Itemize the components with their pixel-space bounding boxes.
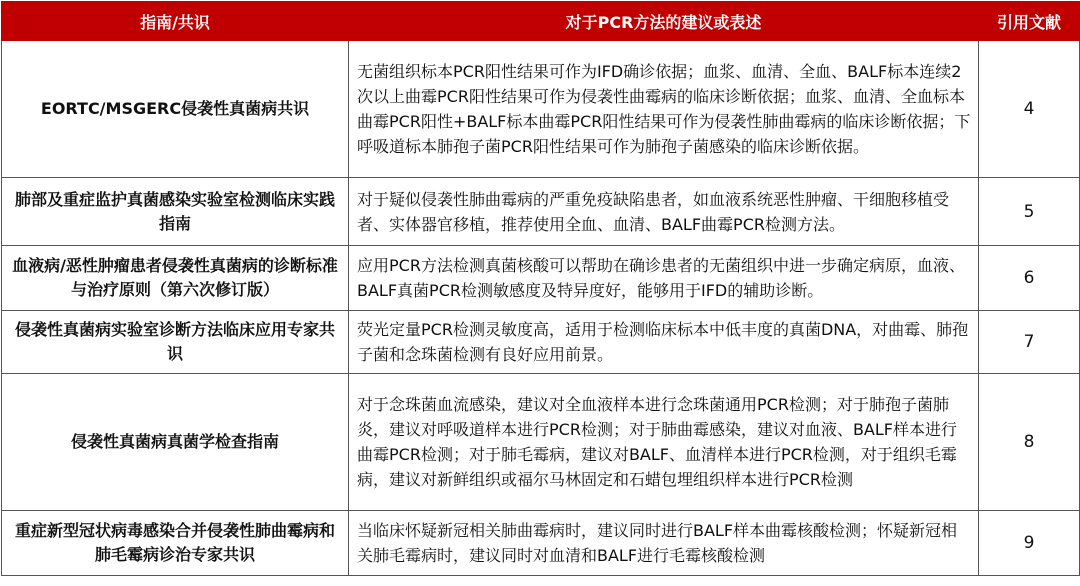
pcr-recommendation: 对于疑似侵袭性肺曲霉病的严重免疫缺陷患者，如血液系统恶性肿瘤、干细胞移植受者、实体器官移植，推荐使用全血、血清、BALF曲霉PCR检测方法。 (349, 178, 979, 246)
pcr-guidelines-table (1, 1, 1080, 576)
guideline-name: 侵袭性真菌病实验室诊断方法临床应用专家共识 (2, 311, 349, 374)
table-row (2, 41, 1080, 178)
table-row (2, 178, 1080, 246)
pcr-recommendation: 当临床怀疑新冠相关肺曲霉病时，建议同时进行BALF样本曲霉核酸检测；怀疑新冠相关肺毛霉病时，建议同时对血清和BALF进行毛霉核酸检测 (349, 511, 979, 576)
header-pcr-recommendation: 对于PCR方法的建议或表述 (349, 2, 979, 41)
header-guideline: 指南/共识 (2, 2, 349, 41)
header-reference: 引用文献 (979, 2, 1080, 41)
table-row (2, 374, 1080, 511)
pcr-recommendation: 无菌组织标本PCR阳性结果可作为IFD确诊依据；血浆、血清、全血、BALF标本连续2次以上曲霉PCR阳性结果可作为侵袭性曲霉病的临床诊断依据；血浆、血清、全血标本曲霉PCR阳性+BALF标本曲霉PCR阳性结果可作为侵袭性肺曲霉病的临床诊断依据；下呼吸道标本肺孢子菌PCR阳性结果可作为肺孢子菌感染的临床诊断依据。 (349, 41, 979, 178)
table-row (2, 246, 1080, 311)
table-row (2, 311, 1080, 374)
guideline-name: 血液病/恶性肿瘤患者侵袭性真菌病的诊断标准与治疗原则（第六次修订版） (2, 246, 349, 311)
guideline-name: 重症新型冠状病毒感染合并侵袭性肺曲霉病和肺毛霉病诊治专家共识 (2, 511, 349, 576)
table-row (2, 511, 1080, 576)
reference-number: 5 (979, 178, 1080, 246)
pcr-recommendation: 应用PCR方法检测真菌核酸可以帮助在确诊患者的无菌组织中进一步确定病原，血液、BALF真菌PCR检测敏感度及特异度好，能够用于IFD的辅助诊断。 (349, 246, 979, 311)
pcr-recommendation: 荧光定量PCR检测灵敏度高，适用于检测临床标本中低丰度的真菌DNA，对曲霉、肺孢子菌和念珠菌检测有良好应用前景。 (349, 311, 979, 374)
reference-number: 9 (979, 511, 1080, 576)
guideline-name: EORTC/MSGERC侵袭性真菌病共识 (2, 41, 349, 178)
reference-number: 8 (979, 374, 1080, 511)
reference-number: 4 (979, 41, 1080, 178)
reference-number: 7 (979, 311, 1080, 374)
guideline-name: 侵袭性真菌病真菌学检查指南 (2, 374, 349, 511)
reference-number: 6 (979, 246, 1080, 311)
pcr-guidelines-table-container (0, 1, 1080, 586)
guideline-name: 肺部及重症监护真菌感染实验室检测临床实践指南 (2, 178, 349, 246)
pcr-recommendation: 对于念珠菌血流感染，建议对全血液样本进行念珠菌通用PCR检测；对于肺孢子菌肺炎，建议对呼吸道样本进行PCR检测；对于肺曲霉感染，建议对血液、BALF样本进行曲霉PCR检测；对于肺毛霉病，建议对BALF、血清样本进行PCR检测，对于组织毛霉病，建议对新鲜组织或福尔马林固定和石蜡包埋组织样本进行PCR检测 (349, 374, 979, 511)
table-header-row (2, 2, 1080, 41)
